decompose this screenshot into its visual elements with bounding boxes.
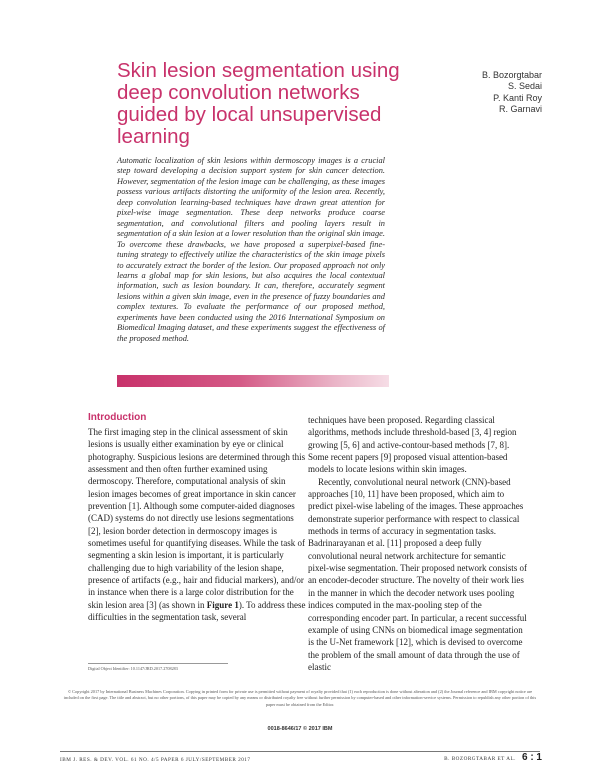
- paper-title: Skin lesion segmentation using deep convolution networks guided by local unsupervised learning: [117, 59, 400, 148]
- doi-footnote: Digital Object Identifier: 10.1147/JRD.2017.2708283: [88, 663, 228, 671]
- decorative-gradient-bar: [117, 375, 389, 387]
- running-author: B. BOZORGTABAR ET AL.: [444, 756, 516, 762]
- author-name: R. Garnavi: [498, 104, 542, 115]
- abstract: Automatic localization of skin lesions within dermoscopy images is a crucial step toward developing a decision support system for skin cancer detection. However, segmentation of the lesion image can be challenging, as these images possess various artifacts distorting the uniformity of the lesion area. Recently, deep convolution learning-based techniques have drawn great attention for pixel-wise image segmentation. These deep networks produce coarse segmentation, and convolutional filters and pooling layers result in segmentation of a skin lesion at a lower resolution than the original skin image. To overcome these drawbacks, we have proposed a superpixel-based fine-tuning strategy to effectively utilize the characteristics of the skin image pixels to accurately extract the border of the lesion. Our proposed approach not only learns a global map for skin lesions, but also acquires the local contextual information, such as lesion boundary. It can, therefore, accurately segment lesions within a given skin image, even in the presence of fuzzy boundaries and complex textures. To evaluate the performance of our proposed method, experiments have been conducted using the 2016 International Symposium on Biomedical Imaging dataset, and these experiments suggest the effectiveness of the proposed method.: [117, 156, 385, 343]
- author-page-footer: [444, 752, 542, 763]
- author-name: S. Sedai: [507, 81, 542, 92]
- figure-reference[interactable]: Figure 1: [206, 599, 239, 610]
- column-left: [88, 412, 308, 624]
- author-name: B. Bozorgtabar: [481, 70, 542, 80]
- journal-footer: IBM J. RES. & DEV. VOL. 61 NO. 4/5 PAPER 6 JULY/SEPTEMBER 2017: [60, 757, 251, 763]
- paragraph-continued: techniques have been proposed. Regarding classical algorithms, methods include threshold-based [3, 4] region growing [5, 6] and active-contour-based methods [7, 8]. Some recent papers [9] proposed visual attention-based models to locate lesions within skin images.: [308, 415, 517, 475]
- copyright-notice: © Copyright 2017 by International Business Machines Corporation. Copying in printed form for private use is permitted without payment of royalty provided that (1) each reproduction is done without alteration and (2) the Journal reference and IBM copyright notice are included on the first page. The title and abstract, but no other portions, of this paper may be copied by any means or distributed royalty free without further permission by computer-based and other information-service systems. Permission to republish any other portion of this paper must be obtained from the Editor.: [63, 689, 537, 707]
- paragraph: Recently, convolutional neural network (CNN)-based approaches [10, 11] have been proposed, which aim to predict pixel-wise labeling of the images. These approaches demonstrate superior performance with respect to classical methods in terms of accuracy in segmentation tasks. Badrinarayanan et al. [11] proposed a deep fully convolutional neural network architecture for semantic pixel-wise segmentation. Their proposed network consists of an encoder-decoder structure. The novelty of their work lies in the manner in which the decoder network uses pooling indices computed in the max-pooling step of the corresponding encoder part. In particular, a recent successful example of using CNNs on biomedical image segmentation is the U-Net framework [12], which is devised to overcome the problem of the small amount of data through the use of elastic: [308, 476, 528, 672]
- paragraph: [88, 426, 308, 624]
- page-number: 6 : 1: [521, 752, 542, 763]
- issn-line: 0018-8646/17 © 2017 IBM: [267, 726, 333, 732]
- author-list: [482, 70, 542, 116]
- paragraph-text: The first imaging step in the clinical assessment of skin lesions is usually either examination by eye or clinical photography. Suspicious lesions are determined through this assessment and then often further examined using dermoscopy. Therefore, computational analysis of skin lesion images becomes of great importance in skin cancer prevention [1]. Although some computer-aided diagnoses (CAD) systems do not directly use lesions segmentations [2], lesion border detection in dermoscopy images is sometimes useful for quantifying diseases. While the task of segmenting a skin lesion is important, it is particularly challenging due to high variability of the lesion shape, presence of artifacts (e.g., hair and fiducial markers), and/or in instance when there is a large color distribution for the skin lesion area [3] (as shown in: [88, 427, 306, 610]
- section-heading-introduction: Introduction: [88, 412, 147, 423]
- column-right: [308, 414, 528, 673]
- paragraph-text: ). To address these difficulties in the segmentation task, several: [88, 599, 306, 623]
- author-name: P. Kanti Roy: [493, 92, 542, 103]
